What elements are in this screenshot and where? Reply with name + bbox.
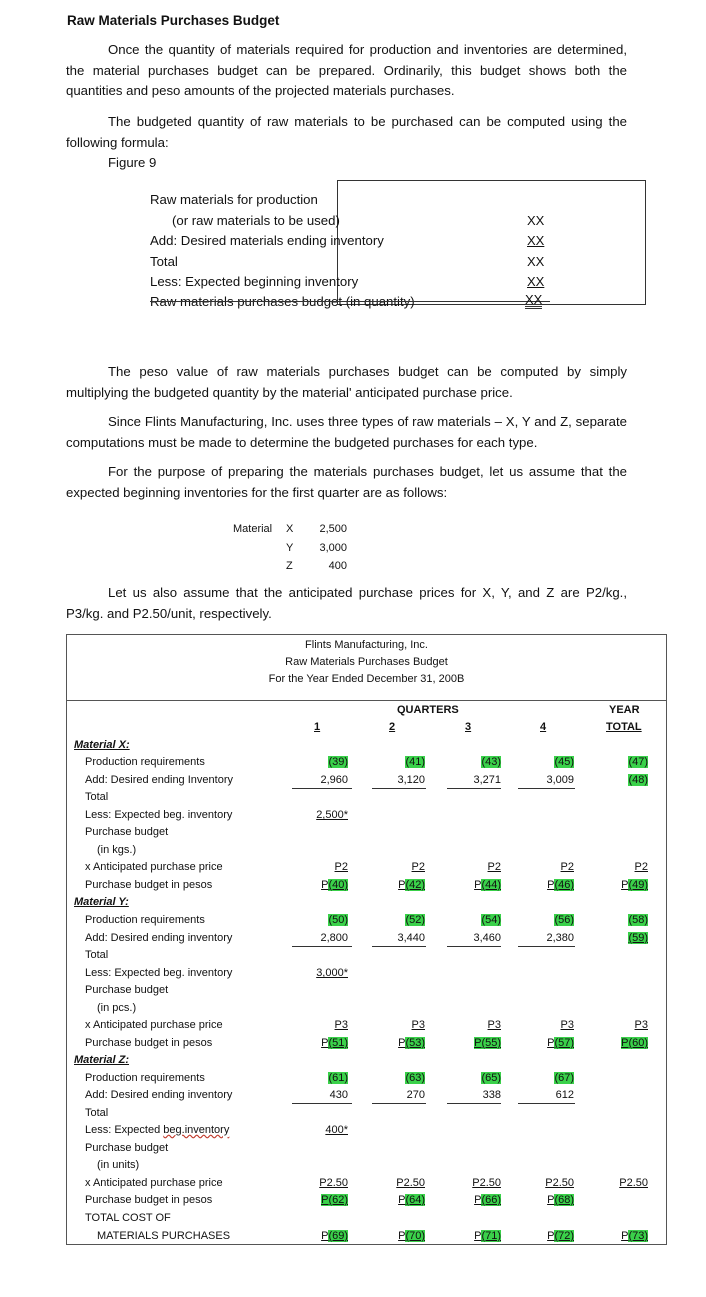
three-materials-paragraph: Since Flints Manufacturing, Inc. uses three types of raw materials – X, Y and Z, separate computations must be made to determine the budgeted purchases for each type. xyxy=(66,414,627,450)
row-label: Production requirements xyxy=(85,914,205,926)
cell-value: (50) xyxy=(328,914,348,926)
cell-value: (59) xyxy=(628,932,648,944)
row-label: x Anticipated purchase price xyxy=(85,1019,223,1031)
cell-value: P2 xyxy=(634,861,648,873)
cell-value: (41) xyxy=(405,756,425,768)
sum-underline xyxy=(447,1103,501,1104)
formula-line: Add: Desired materials ending inventory xyxy=(150,233,384,248)
cell-value: (67) xyxy=(554,1072,574,1084)
total-cost-value: P(72) xyxy=(547,1230,574,1242)
row-label: Less: Expected beg. inventory xyxy=(85,809,233,821)
total-col-header: TOTAL xyxy=(606,721,642,733)
row-label: Production requirements xyxy=(85,756,205,768)
cell-value: P2.50 xyxy=(619,1177,648,1189)
row-label-part: Less: Expected xyxy=(85,1124,164,1136)
total-cost-value: P(69) xyxy=(321,1230,348,1242)
quarter-col-header: 3 xyxy=(465,721,472,733)
cell-value: P2 xyxy=(487,861,501,873)
cell-value: P(53) xyxy=(398,1037,425,1049)
cell-value: P2.50 xyxy=(319,1177,348,1189)
cell-value: (39) xyxy=(328,756,348,768)
cell-value: P(60) xyxy=(621,1037,648,1049)
row-label: Production requirements xyxy=(85,1072,205,1084)
row-label: Purchase budget in pesos xyxy=(85,1194,213,1206)
row-label xyxy=(85,1124,229,1136)
cell-value: P(68) xyxy=(547,1194,574,1206)
formula-line: Raw materials purchases budget (in quantity) xyxy=(150,294,415,309)
cell-value: P(46) xyxy=(547,879,574,891)
cell-value: P2 xyxy=(560,861,574,873)
cell-value: 3,460 xyxy=(473,932,501,944)
inventory-material-z: Z xyxy=(286,560,293,572)
row-label-part: beg.inventory xyxy=(163,1124,230,1136)
cell-value: (56) xyxy=(554,914,574,926)
table-company: Flints Manufacturing, Inc. xyxy=(305,639,428,651)
row-label: x Anticipated purchase price xyxy=(85,1177,223,1189)
row-label: Purchase budget xyxy=(85,826,169,838)
row-label: x Anticipated purchase price xyxy=(85,861,223,873)
cell-value: P3 xyxy=(487,1019,501,1031)
cell-value: P(55) xyxy=(474,1037,501,1049)
formula-value: XX xyxy=(527,254,545,269)
sum-underline xyxy=(518,1103,575,1104)
cell-value: P2.50 xyxy=(545,1177,574,1189)
section-material-z: Material Z: xyxy=(74,1054,130,1066)
total-cost-value: P(71) xyxy=(474,1230,501,1242)
peso-value-paragraph: The peso value of raw materials purchases budget can be computed by simply multiplying the budgeted quantity by the material' anticipated purchase price. xyxy=(66,364,627,400)
row-label: TOTAL COST OF xyxy=(85,1212,171,1224)
formula-line: (or raw materials to be used) xyxy=(172,213,340,228)
cell-value: P(40) xyxy=(321,879,348,891)
cell-value: P2.50 xyxy=(396,1177,425,1189)
cell-value: 400* xyxy=(325,1124,348,1136)
cell-value: P(57) xyxy=(547,1037,574,1049)
formula-line: Total xyxy=(150,254,178,269)
cell-value: (52) xyxy=(405,914,425,926)
row-label: Less: Expected beg. inventory xyxy=(85,967,233,979)
table-period: For the Year Ended December 31, 200B xyxy=(268,673,465,685)
row-label: (in kgs.) xyxy=(97,844,137,856)
year-header: YEAR xyxy=(609,704,640,716)
cell-value: P3 xyxy=(634,1019,648,1031)
row-label: Total xyxy=(85,1107,109,1119)
cell-value: 3,009 xyxy=(546,774,574,786)
sum-underline xyxy=(372,788,426,789)
row-label: Purchase budget in pesos xyxy=(85,879,213,891)
quarter-col-header: 1 xyxy=(314,721,321,733)
cell-value: 612 xyxy=(555,1089,574,1101)
row-label: Add: Desired ending inventory xyxy=(85,1089,233,1101)
cell-value: P(62) xyxy=(321,1194,348,1206)
sum-underline xyxy=(292,1103,352,1104)
cell-value: 3,120 xyxy=(397,774,425,786)
cell-value: P(49) xyxy=(621,879,648,891)
formula-value: XX xyxy=(525,292,543,307)
row-label: Purchase budget xyxy=(85,984,169,996)
formula-value: XX xyxy=(527,233,545,248)
row-label: MATERIALS PURCHASES xyxy=(97,1230,231,1242)
table-title: Raw Materials Purchases Budget xyxy=(285,656,448,668)
inventory-material-label: Material xyxy=(233,523,273,535)
cell-value: 338 xyxy=(482,1089,501,1101)
row-label: (in units) xyxy=(97,1159,140,1171)
formula-line: Less: Expected beginning inventory xyxy=(150,274,359,289)
sum-underline xyxy=(372,946,426,947)
cell-value: P(66) xyxy=(474,1194,501,1206)
cell-value: (47) xyxy=(628,756,648,768)
purchase-prices-paragraph: Let us also assume that the anticipated purchase prices for X, Y, and Z are P2/kg., P3/kg. and P2.50/unit, respectively. xyxy=(66,585,627,621)
row-label: Total xyxy=(85,791,109,803)
cell-value: (58) xyxy=(628,914,648,926)
cell-value: P3 xyxy=(411,1019,425,1031)
cell-value: (61) xyxy=(328,1072,348,1084)
cell-value: P2.50 xyxy=(472,1177,501,1189)
cell-value: 2,960 xyxy=(320,774,348,786)
cell-value: 2,500* xyxy=(316,809,348,821)
table-header-divider xyxy=(66,700,667,701)
sum-underline xyxy=(292,788,352,789)
sum-underline xyxy=(372,1103,426,1104)
cell-value: 270 xyxy=(406,1089,425,1101)
row-label: Purchase budget xyxy=(85,1142,169,1154)
formula-strike-line xyxy=(150,301,550,302)
formula-intro-paragraph: The budgeted quantity of raw materials to be purchased can be computed using the following formula: xyxy=(66,114,627,150)
cell-value: 3,271 xyxy=(473,774,501,786)
row-label: Add: Desired ending Inventory xyxy=(85,774,233,786)
cell-value: P2 xyxy=(334,861,348,873)
cell-value: (48) xyxy=(628,774,648,786)
sum-underline xyxy=(447,788,501,789)
cell-value: (54) xyxy=(481,914,501,926)
page-heading: Raw Materials Purchases Budget xyxy=(67,13,280,28)
inventory-material-y: Y xyxy=(286,542,294,554)
cell-value: (65) xyxy=(481,1072,501,1084)
row-label: Total xyxy=(85,949,109,961)
sum-underline xyxy=(447,946,501,947)
total-cost-value: P(70) xyxy=(398,1230,425,1242)
section-material-x: Material X: xyxy=(74,739,130,751)
cell-value: 3,440 xyxy=(397,932,425,944)
total-cost-value: P(73) xyxy=(621,1230,648,1242)
row-label: Purchase budget in pesos xyxy=(85,1037,213,1049)
inventory-qty-z: 400 xyxy=(328,560,347,572)
quarter-col-header: 2 xyxy=(389,721,396,733)
sum-underline xyxy=(518,946,575,947)
cell-value: (45) xyxy=(554,756,574,768)
cell-value: 430 xyxy=(329,1089,348,1101)
cell-value: P2 xyxy=(411,861,425,873)
cell-value: P(64) xyxy=(398,1194,425,1206)
formula-value: XX xyxy=(527,213,545,228)
formula-value: XX xyxy=(527,274,545,289)
quarters-header: QUARTERS xyxy=(397,704,459,716)
cell-value: (63) xyxy=(405,1072,425,1084)
cell-value: 2,380 xyxy=(546,932,574,944)
formula-line: Raw materials for production xyxy=(150,192,318,207)
cell-value: P3 xyxy=(560,1019,574,1031)
section-material-y: Material Y: xyxy=(74,896,129,908)
inventory-qty-y: 3,000 xyxy=(319,542,347,554)
row-label: Add: Desired ending inventory xyxy=(85,932,233,944)
cell-value: P(51) xyxy=(321,1037,348,1049)
cell-value: (43) xyxy=(481,756,501,768)
cell-value: 3,000* xyxy=(316,967,348,979)
cell-value: P3 xyxy=(334,1019,348,1031)
intro-paragraph: Once the quantity of materials required for production and inventories are determined, the material purchases budget can be prepared. Ordinarily, this budget shows both the quantities and peso amounts of the projected materials purchases. xyxy=(66,42,627,99)
beginning-inventory-paragraph: For the purpose of preparing the materials purchases budget, let us assume that the expected beginning inventories for the first quarter are as follows: xyxy=(66,464,627,500)
cell-value: P(44) xyxy=(474,879,501,891)
quarter-col-header: 4 xyxy=(540,721,547,733)
cell-value: P(42) xyxy=(398,879,425,891)
inventory-qty-x: 2,500 xyxy=(319,523,347,535)
figure-label: Figure 9 xyxy=(108,155,157,170)
sum-underline xyxy=(518,788,575,789)
row-label: (in pcs.) xyxy=(97,1002,137,1014)
sum-underline xyxy=(292,946,352,947)
cell-value: 2,800 xyxy=(320,932,348,944)
inventory-material-x: X xyxy=(286,523,294,535)
